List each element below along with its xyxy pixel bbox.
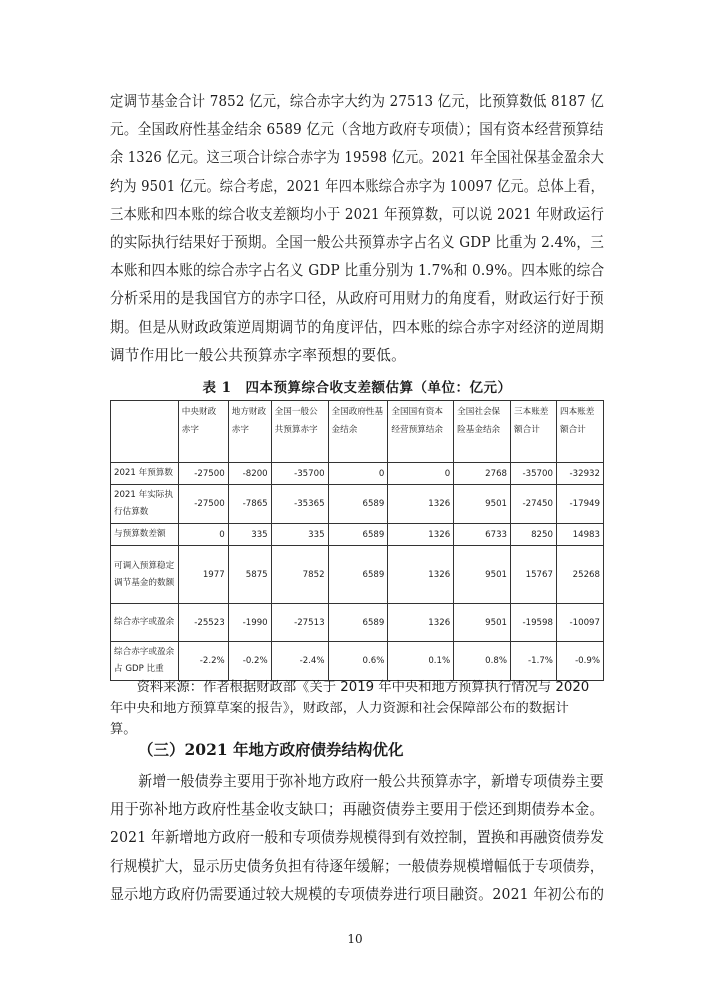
text-line: 年中央和地方预算草案的报告》，财政部，人力资源和社会保障部公布的数据计	[110, 701, 569, 716]
table-cell: -35700	[271, 463, 328, 485]
table-row	[111, 642, 604, 681]
text-line: 分析采用的是我国官方的赤字口径，从政府可用财力的角度看，财政运行好于预	[110, 290, 604, 308]
text-line: 新增一般债券主要用于弥补地方政府一般公共预算赤字，新增专项债券主要	[110, 773, 604, 790]
table-cell: 15767	[511, 546, 557, 604]
row-label: 综合赤字或盈余	[111, 604, 179, 642]
table-cell: 0.6%	[328, 642, 388, 681]
table-cell: -8200	[228, 463, 271, 485]
body-paragraph-bottom	[110, 768, 604, 909]
table-header-cell: 全国政府性基金结余	[328, 401, 388, 463]
table-cell: 9501	[454, 485, 511, 524]
text-line: 本账和四本账的综合赤字占名义 GDP 比重分别为 1.7%和 0.9%。四本账的综合	[110, 262, 605, 280]
table-cell: 2768	[454, 463, 511, 485]
table-cell: 6589	[328, 546, 388, 604]
table-cell: -2.4%	[271, 642, 328, 681]
table-cell: 1326	[388, 485, 454, 524]
text-line: 元。全国政府性基金结余 6589 亿元（含地方政府专项债）；国有资本经营预算结	[110, 121, 604, 139]
table-cell: 9501	[454, 604, 511, 642]
table-cell: 14983	[556, 524, 603, 546]
table-cell: 0	[388, 463, 454, 485]
table-cell: 1977	[178, 546, 228, 604]
table-header-cell: 全国国有资本经营预算结余	[388, 401, 454, 463]
section-heading: （三）2021 年地方政府债券结构优化	[138, 740, 404, 759]
table-cell: -0.2%	[228, 642, 271, 681]
table-cell: 1326	[388, 604, 454, 642]
page-number: 10	[347, 932, 363, 946]
table-cell: -1.7%	[511, 642, 557, 681]
table-header-cell: 三本账差额合计	[511, 401, 557, 463]
table-header-cell: 中央财政赤字	[178, 401, 228, 463]
table-header-cell: 全国社会保险基金结余	[454, 401, 511, 463]
row-label: 可调入预算稳定调节基金的数额	[111, 546, 179, 604]
table-header-cell	[111, 401, 179, 463]
table-cell: 8250	[511, 524, 557, 546]
text-line: 余 1326 亿元。这三项合计综合赤字为 19598 亿元。2021 年全国社保基金盈余大	[110, 149, 604, 167]
table-row	[111, 485, 604, 524]
table-row	[111, 604, 604, 642]
table-cell: 5875	[228, 546, 271, 604]
table-cell: 25268	[556, 546, 603, 604]
table-header-row	[111, 401, 604, 463]
table-cell: -35700	[511, 463, 557, 485]
budget-table	[110, 400, 604, 681]
table-cell: -35365	[271, 485, 328, 524]
table-cell: -0.9%	[556, 642, 603, 681]
table-cell: 9501	[454, 546, 511, 604]
body-paragraph-top	[110, 88, 604, 370]
table-row	[111, 524, 604, 546]
table-cell: -27500	[178, 463, 228, 485]
text-line: 定调节基金合计 7852 亿元，综合赤字大约为 27513 亿元，比预算数低 8187 亿	[110, 93, 604, 110]
text-line: 用于弥补地方政府性基金收支缺口；再融资债券主要用于偿还到期债券本金。	[110, 801, 604, 819]
row-label: 2021 年预算数	[111, 463, 179, 485]
source-note	[110, 677, 604, 740]
text-line: 2021 年新增地方政府一般和专项债券规模得到有效控制，置换和再融资债券发	[110, 829, 605, 847]
table-row	[111, 546, 604, 604]
row-label: 2021 年实际执行估算数	[111, 485, 179, 524]
text-line: 行规模扩大，显示历史债务负担有待逐年缓解；一般债券规模增幅低于专项债券，	[110, 857, 604, 875]
table-cell: -2.2%	[178, 642, 228, 681]
table-cell: 7852	[271, 546, 328, 604]
table-cell: 0	[178, 524, 228, 546]
table-cell: 1326	[388, 546, 454, 604]
text-line: 三本账和四本账的综合收支差额均小于 2021 年预算数，可以说 2021 年财政运行	[110, 205, 605, 223]
table-header-cell: 全国一般公共预算赤字	[271, 401, 328, 463]
table-cell: -27450	[511, 485, 557, 524]
table-header-cell: 地方财政赤字	[228, 401, 271, 463]
table-cell: 6589	[328, 604, 388, 642]
table-cell: -10097	[556, 604, 603, 642]
table-cell: 6589	[328, 524, 388, 546]
table-header-cell: 四本账差额合计	[556, 401, 603, 463]
table-cell: -27500	[178, 485, 228, 524]
table-row	[111, 463, 604, 485]
table-title: 表 1 四本预算综合收支差额估算（单位：亿元）	[202, 380, 512, 396]
text-line: 显示地方政府仍需要通过较大规模的专项债券进行项目融资。2021 年初公布的	[110, 885, 605, 903]
table-cell: -19598	[511, 604, 557, 642]
table-cell: 335	[271, 524, 328, 546]
row-label: 与预算数差额	[111, 524, 179, 546]
table-cell: -32932	[556, 463, 603, 485]
table-cell: 335	[228, 524, 271, 546]
table-cell: -27513	[271, 604, 328, 642]
text-line: 算。	[110, 722, 137, 737]
text-line: 的实际执行结果好于预期。全国一般公共预算赤字占名义 GDP 比重为 2.4%，三	[110, 234, 605, 252]
row-label: 综合赤字或盈余占 GDP 比重	[111, 642, 179, 681]
table-cell: -7865	[228, 485, 271, 524]
table-cell: -1990	[228, 604, 271, 642]
table-cell: 0.1%	[388, 642, 454, 681]
table-cell: 6733	[454, 524, 511, 546]
text-line: 约为 9501 亿元。综合考虑，2021 年四本账综合赤字为 10097 亿元。总体上看，	[110, 177, 604, 195]
table-cell: 0.8%	[454, 642, 511, 681]
text-line: 期。但是从财政政策逆周期调节的角度评估，四本账的综合赤字对经济的逆周期	[110, 318, 604, 336]
table-cell: -17949	[556, 485, 603, 524]
text-line: 资料来源：作者根据财政部《关于 2019 年中央和地方预算执行情况与 2020	[110, 680, 590, 695]
table-cell: 0	[328, 463, 388, 485]
table-cell: 1326	[388, 524, 454, 546]
table-cell: 6589	[328, 485, 388, 524]
text-line: 调节作用比一般公共预算赤字率预想的要低。	[110, 346, 406, 364]
table-cell: -25523	[178, 604, 228, 642]
